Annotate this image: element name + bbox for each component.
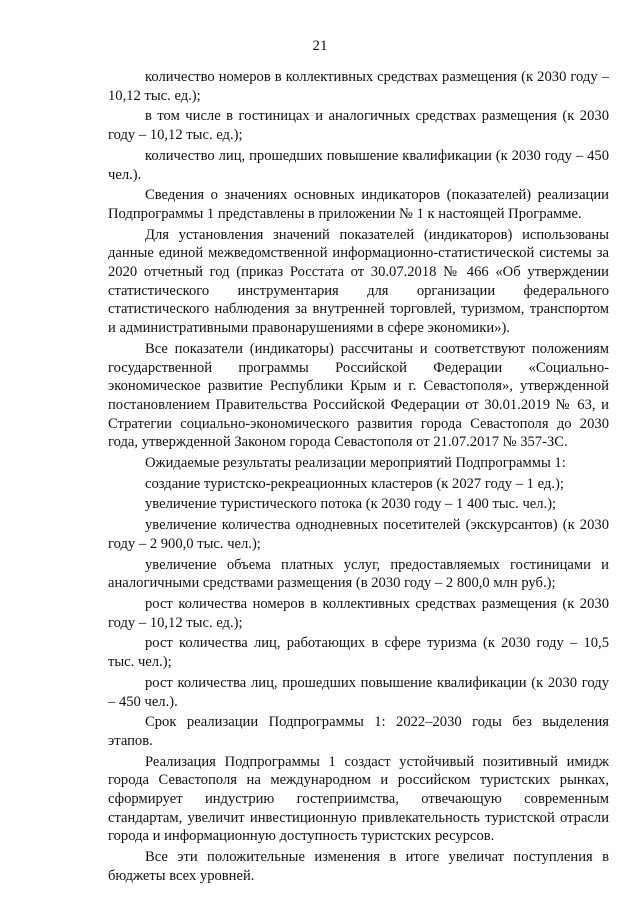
paragraph: создание туристско-рекреационных кластеров (к 2027 году – 1 ед.); [145,475,564,492]
paragraph: рост количества номеров в коллективных средствах размещения (к 2030 году – 10,12 тыс. ед.); [108,595,609,631]
paragraph: увеличение туристического потока (к 2030 году – 1 400 тыс. чел.); [145,496,557,513]
paragraph: увеличение количества однодневных посетителей (экскурсантов) (к 2030 году – 2 900,0 тыс. чел.); [108,517,609,552]
paragraph: количество лиц, прошедших повышение квалификации (к 2030 году – 450 чел.). [108,147,609,183]
paragraph: Для установления значений показателей (индикаторов) использованы данные единой межведомственной информационно-статистической системы за 2020 отчетный год (приказ Росстата от 30.07.2018 № 466 «Об утверждении статистического инструментария для организации федерального статистического наблюдения за внутренней торговлей, туризмом, транспортом и административными правонарушениями в сфере экономики»). [108,226,609,337]
paragraph: количество номеров в коллективных средствах размещения (к 2030 году – 10,12 тыс. ед.); [108,69,609,104]
paragraph: Срок реализации Подпрограммы 1: 2022–2030 годы без выделения этапов. [108,714,609,749]
paragraph: Все эти положительные изменения в итоге увеличат поступления в бюджеты всех уровней. [108,849,609,884]
document-body [108,68,609,886]
paragraph: рост количества лиц, работающих в сфере туризма (к 2030 году – 10,5 тыс. чел.); [108,635,609,671]
paragraph: Все показатели (индикаторы) рассчитаны и соответствуют положениям государственной программы Российской Федерации «Социально-экономическое развитие Республики Крым и г. Севастополя», утвержденной постановлением Правительства Российской Федерации от 30.01.2019 № 63, и Стратегии социально-экономического развития города Севастополя до 2030 года, утвержденной Законом города Севастополя от 21.07.2017 № 357-ЗС. [108,340,609,451]
paragraph: рост количества лиц, прошедших повышение квалификации (к 2030 году – 450 чел.). [108,674,609,710]
paragraph: в том числе в гостиницах и аналогичных средствах размещения (к 2030 году – 10,12 тыс. ед.); [108,108,609,144]
paragraph: Ожидаемые результаты реализации мероприятий Подпрограммы 1: [145,455,566,472]
page-number: 21 [312,38,328,54]
paragraph: Реализация Подпрограммы 1 создаст устойчивый позитивный имидж города Севастополя на международном и российском туристских рынках, сформирует индустрию гостеприимства, отвечающую современным стандартам, увеличит инвестиционную привлекательность туристской отрасли города и информационную доступность туристских ресурсов. [108,753,609,845]
paragraph: увеличение объема платных услуг, предоставляемых гостиницами и аналогичными средствами размещения (в 2030 году – 2 800,0 млн руб.); [108,556,609,592]
paragraph: Сведения о значениях основных индикаторов (показателей) реализации Подпрограммы 1 представлены в приложении № 1 к настоящей Программе. [108,187,609,222]
